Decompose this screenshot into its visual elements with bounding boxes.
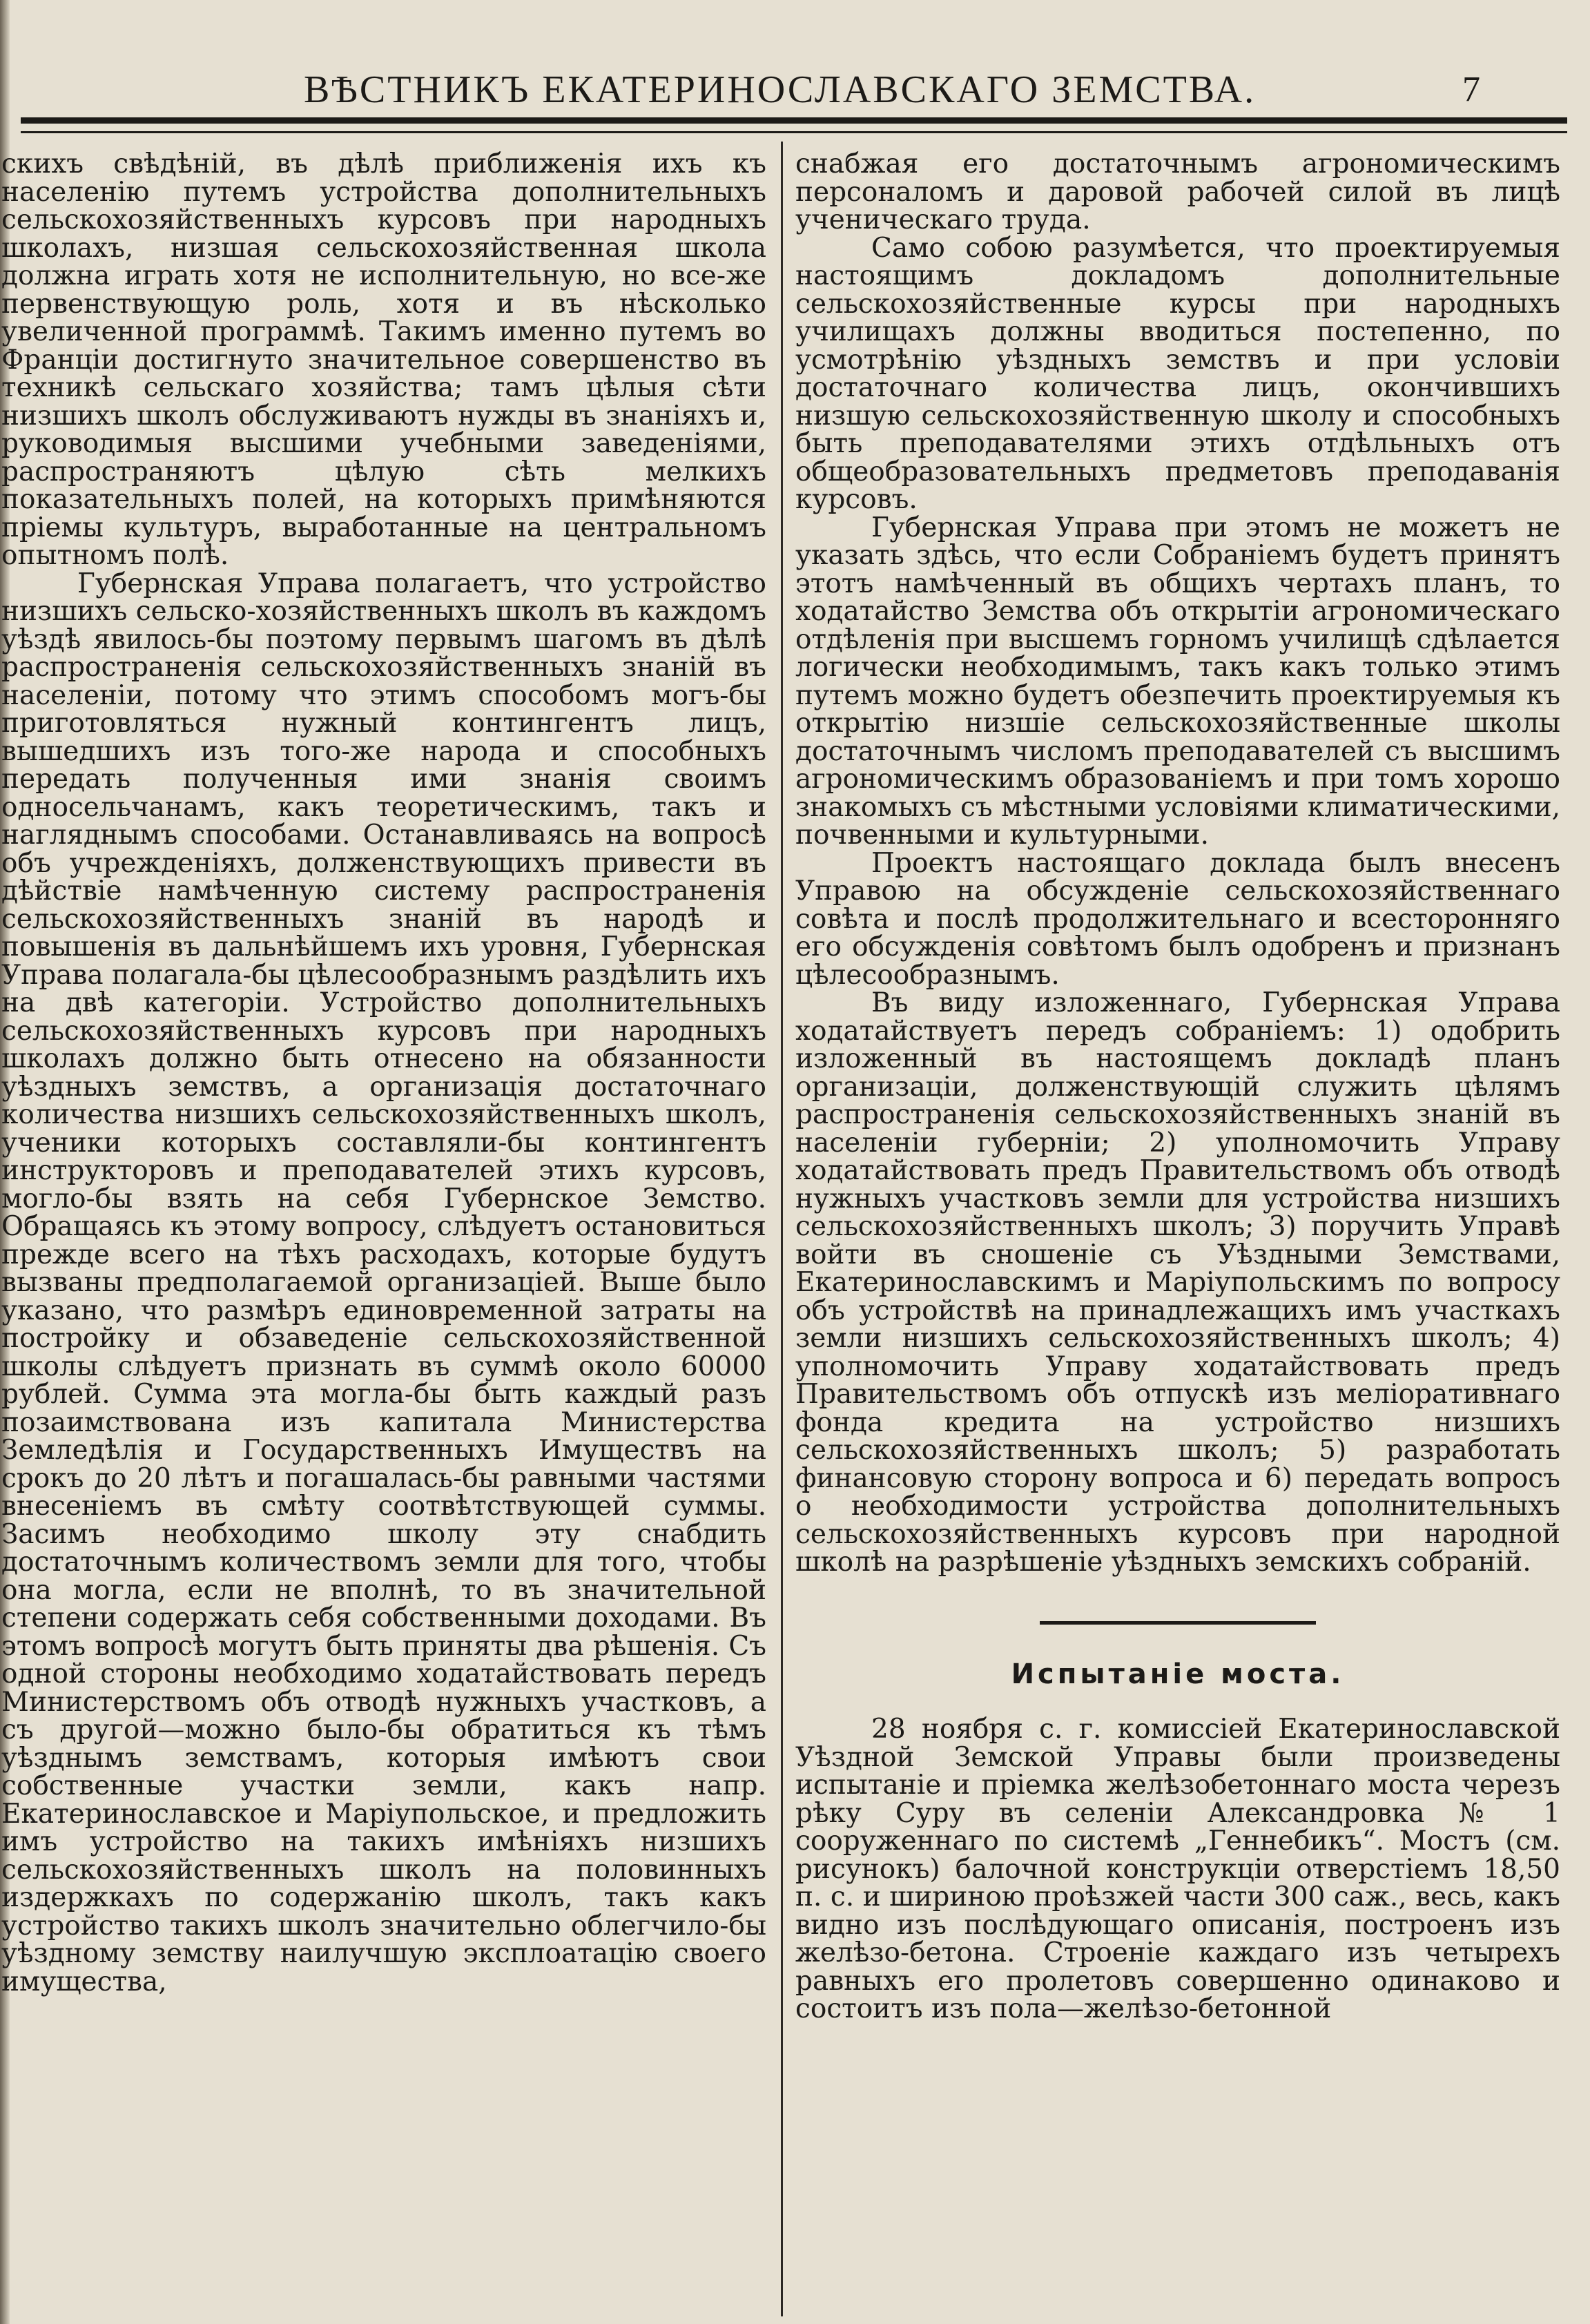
section-title: Испытаніе моста.: [1011, 1658, 1345, 1690]
right-paragraph-4: Проектъ настоящаго доклада былъ внесенъ Управою на обсужденіе сельскохозяйственнаго совѣта и послѣ продолжительнаго и всесторонняго его обсужденія совѣтомъ былъ одобренъ и признанъ цѣлесообразнымъ.: [795, 847, 1560, 991]
page-number: 7: [1462, 70, 1480, 109]
right-paragraph-2: Само собою разумѣется, что проектируемыя настоящимъ докладомъ дополнительные сельскохозяйственные курсы при народныхъ училищахъ должны вводиться постепенно, по усмотрѣнію уѣздныхъ земствъ и при условіи достаточнаго количества лицъ, окончившихъ низшую сельскохозяйственную школу и способныхъ быть преподавателями этихъ отдѣльныхъ отъ общеобразовательныхъ предметовъ преподаванія курсовъ.: [795, 232, 1560, 515]
running-header: [0, 48, 1590, 117]
right-paragraph-3: Губернская Управа при этомъ не можетъ не указать здѣсь, что если Собраніемъ будетъ принятъ этотъ намѣченный въ общихъ чертахъ планъ, то ходатайство Земства объ открытіи агрономическаго отдѣленія при высшемъ горномъ училищѣ сдѣлается логически необходимымъ, такъ какъ только этимъ путемъ можно будетъ обезпечить проектируемыя къ открытію низшіе сельскохозяйственные школы достаточнымъ числомъ преподавателей съ высшимъ агрономическимъ образованіемъ и при томъ хорошо знакомыхъ съ мѣстными условіями климатическими, почвенными и культурными.: [795, 512, 1560, 851]
header-rule-thick: [21, 117, 1567, 124]
section-separator: [1040, 1621, 1316, 1625]
right-column: [795, 148, 1560, 2024]
column-divider: [781, 142, 783, 2316]
left-paragraph-2: Губернская Управа полагаетъ, что устройство низшихъ сельско-хозяйственныхъ школъ въ каждомъ уѣздѣ явилось-бы поэтому первымъ шагомъ въ дѣлѣ распространенія сельскохозяйственныхъ знаній въ населеніи, потому что этимъ способомъ могъ-бы приготовляться нужный контингентъ лицъ, вышедшихъ изъ того-же народа и способныхъ передать полученныя ими знанія своимъ односельчанамъ, какъ теоретическимъ, такъ и нагляднымъ способами. Останавливаясь на вопросѣ объ учрежденіяхъ, долженствующихъ привести въ дѣйствіе намѣченную систему распространенія сельскохозяйственныхъ знаній въ народѣ и повышенія въ дальнѣйшемъ ихъ уровня, Губернская Управа полагала-бы цѣлесообразнымъ раздѣлить ихъ на двѣ категоріи. Устройство дополнительныхъ сельскохозяйственныхъ курсовъ при народныхъ школахъ должно быть отнесено на обязанности уѣздныхъ земствъ, а организація достаточнаго количества низшихъ сельскохозяйственныхъ школъ, ученики которыхъ составляли-бы контингентъ инструкторовъ и преподавателей этихъ курсовъ, могло-бы взять на себя Губернское Земство. Обращаясь къ этому вопросу, слѣдуетъ остановиться прежде всего на тѣхъ расходахъ, которые будутъ вызваны предполагаемой организаціей. Выше было указано, что размѣръ единовременной затраты на постройку и обзаведеніе сельскохозяйственной школы слѣдуетъ признать въ суммѣ около 60000 рублей. Сумма эта могла-бы быть каждый разъ позаимствована изъ капитала Министерства Земледѣлія и Государственныхъ Имуществъ на срокъ до 20 лѣтъ и погашалась-бы равными частями внесеніемъ въ смѣту соотвѣтствующей суммы. Засимъ необходимо школу эту снабдить достаточнымъ количествомъ земли для того, чтобы она могла, если не вполнѣ, то въ значительной степени содержать себя собственными доходами. Въ этомъ вопросѣ могутъ быть приняты два рѣшенія. Съ одной стороны необходимо ходатайствовать передъ Министерствомъ объ отводѣ нужныхъ участковъ, а съ другой—можно было-бы обратиться къ тѣмъ уѣзднымъ земствамъ, которыя имѣютъ свои собственные участки земли, какъ напр. Екатеринославское и Маріупольское, и предложить имъ устройство на такихъ имѣніяхъ низшихъ сельскохозяйственныхъ школъ на половинныхъ издержкахъ по содержанію школъ, такъ какъ устройство такихъ школъ значительно облегчило-бы уѣздному земству наилучшую эксплоатацію своего имущества,: [1, 568, 766, 1997]
header-rule-thin: [21, 131, 1567, 133]
right-paragraph-1: снабжая его достаточнымъ агрономическимъ персоналомъ и даровой рабочей силой въ лицѣ ученическаго труда.: [795, 148, 1560, 235]
right-paragraph-6: 28 ноября с. г. комиссіей Екатеринославской Уѣздной Земской Управы были произведены испытаніе и пріемка желѣзобетоннаго моста черезъ рѣку Суру въ селеніи Александровка № 1 сооруженнаго по системѣ „Геннебикъ“. Мостъ (см. рисунокъ) балочной конструкціи отверстіемъ 18,50 п. с. и шириною проѣзжей части 300 саж., весь, какъ видно изъ послѣдующаго описанія, построенъ изъ желѣзо-бетона. Строеніе каждаго изъ четырехъ равныхъ его пролетовъ совершенно одинаково и состоитъ изъ пола—желѣзо-бетонной: [795, 1714, 1560, 2024]
journal-title: ВѢСТНИКЪ ЕКАТЕРИНОСЛАВСКАГО ЗЕМСТВА.: [304, 68, 1257, 111]
left-column: [1, 148, 766, 1997]
left-paragraph-1: скихъ свѣдѣній, въ дѣлѣ приближенія ихъ къ населенію путемъ устройства дополнительныхъ сельскохозяйственныхъ курсовъ при народныхъ школахъ, низшая сельскохозяйственная школа должна играть хотя не исполнительную, но все-же первенствующую роль, хотя и въ нѣсколько увеличенной программѣ. Такимъ именно путемъ во Франціи достигнуто значительное совершенство въ техникѣ сельскаго хозяйства; тамъ цѣлыя сѣти низшихъ школъ обслуживаютъ нужды въ знаніяхъ и, руководимыя высшими учебными заведеніями, распространяютъ цѣлую сѣть мелкихъ показательныхъ полей, на которыхъ примѣняются пріемы культуръ, выработанные на центральномъ опытномъ полѣ.: [1, 148, 766, 571]
right-paragraph-5: Въ виду изложеннаго, Губернская Управа ходатайствуетъ передъ собраніемъ: 1) одобрить изложенный въ настоящемъ докладѣ планъ организаціи, долженствующій служить цѣлямъ распространенія сельскохозяйственныхъ знаній въ населеніи губерніи; 2) уполномочить Управу ходатайствовать предъ Правительствомъ объ отводѣ нужныхъ участковъ земли для устройства низшихъ сельскохозяйственныхъ школъ; 3) поручить Управѣ войти въ сношеніе съ Уѣздными Земствами, Екатеринославскимъ и Маріупольскимъ по вопросу объ устройствѣ на принадлежащихъ имъ участкахъ земли низшихъ сельскохозяйственныхъ школъ; 4) уполномочить Управу ходатайствовать предъ Правительствомъ объ отпускѣ изъ меліоративнаго фонда кредита на устройство низшихъ сельскохозяйственныхъ школъ; 5) разработать финансовую сторону вопроса и 6) передать вопросъ о необходимости устройства дополнительныхъ сельскохозяйственныхъ курсовъ при народной школѣ на разрѣшеніе уѣздныхъ земскихъ собраній.: [795, 987, 1560, 1578]
